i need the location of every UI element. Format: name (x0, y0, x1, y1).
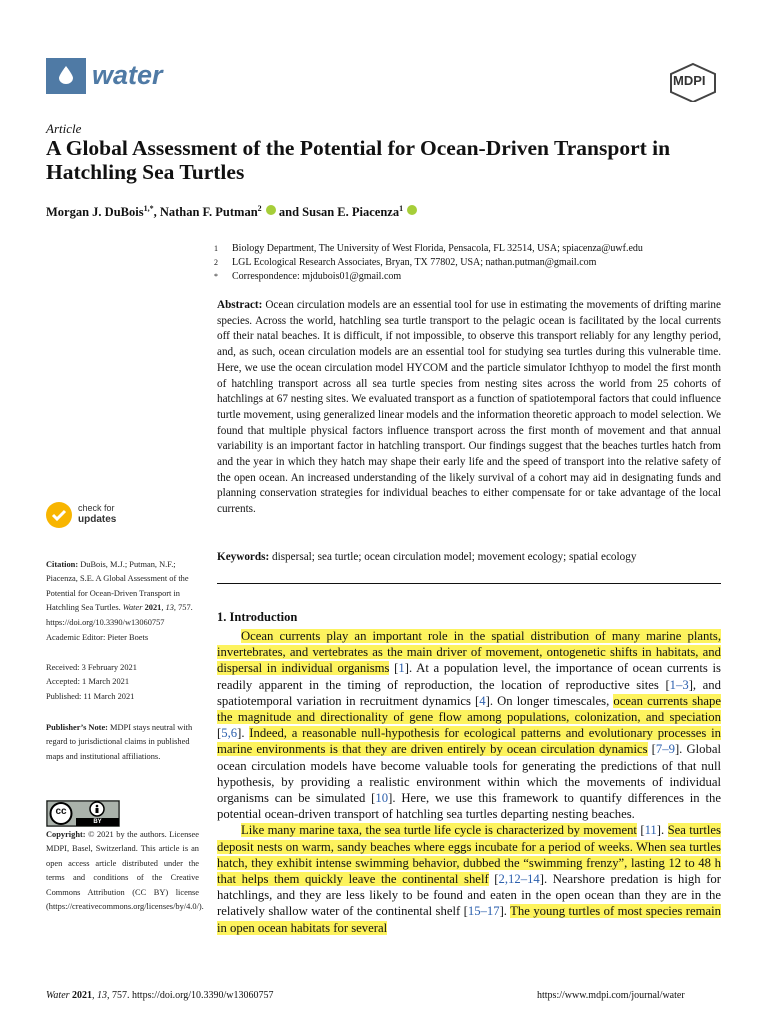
affiliation-item (214, 256, 714, 270)
affiliations (214, 242, 714, 284)
paragraph-text: [ (217, 726, 222, 741)
paragraph-2 (217, 822, 721, 935)
affiliation-text: Biology Department, The University of West Florida, Pensacola, FL 32514, USA; spiacenza@uwf.edu (232, 243, 643, 254)
publisher-note-label: Publisher’s Note: (46, 723, 108, 732)
author-list (46, 204, 417, 220)
affiliation-item (214, 242, 714, 256)
abstract-text: Ocean circulation models are an essential tool for use in estimating the movements of drifting marine species. Across the world, hatchling sea turtle transport to the pelagic ocean is facilitated by the local currents off their natal beaches. It is difficult, if not impossible, to observe this transport reliably for any lengthy period, and, as such, ocean circulation models are an essential tool for studying sea turtles during this vulnerable time. Here, we use the ocean circulation model HYCOM and the particle simulator Ichthyop to model the first month of hatchling transport across all sea turtle species from nesting sites across the world from 25 cohorts of hatchlings at 67 nesting sites. We evaluated transport as a function of spatiotemporal factors that could influence turtle movement, using generalized linear models and the information theoretic approach to model selection. We found that multiple physical factors influence transport across the first month of movement and that annual variability is an important factor in hatchling transport. Our findings suggest that the beaches turtles hatch from and the year in which they hatch may shape their early life and the speed of transport into the relative safety of the open ocean. An increased understanding of the likely survival of a cohort may aid in designating funds and planning conservation strategies for individual beaches to either compensate for or take advantage of the local currents. (217, 299, 721, 516)
citation-journal: Water (122, 603, 143, 613)
copyright-label: Copyright: (46, 830, 86, 839)
check-for-updates-button[interactable] (46, 502, 186, 532)
reference-link[interactable]: 15–17 (467, 904, 500, 919)
paragraph-text: ]. On longer timescales, (485, 693, 614, 708)
footer-citation (46, 990, 274, 1001)
copyright-notice (46, 828, 204, 914)
keywords-label: Keywords: (217, 551, 270, 563)
paragraph-text: ]. Global ocean circulation models have become valuable tools for generating the predictions of that null hypothesis, by providing a realistic environment within which the movements of individual organisms can be simulated [ (217, 742, 721, 806)
cc-by-label: BY (93, 819, 102, 825)
paragraph-text: [ (647, 742, 656, 757)
paragraph-text: ]. Nearshore predation is high for hatchlings, and they are less likely to be found and eaten in the open ocean than they are in the relatively shallow water of the continental shelf [ (217, 872, 721, 919)
cc-logo-text: cc (55, 806, 67, 817)
highlighted-text: Sea turtles deposit nests on warm, sandy beaches where eggs incubate for a period of weeks. When sea turtles hatch, they exhibit intense swimming behavior, dubbed the “swimming frenzy”, lasting 12 to 48 h that helps them quickly leave the continental shelf (217, 823, 721, 887)
abstract-label: Abstract: (217, 299, 263, 311)
affiliation-mark: 2 (214, 258, 218, 267)
author-2-affil: 2 (257, 204, 262, 213)
author-1-affil: 1,* (143, 204, 154, 213)
correspondence (214, 270, 714, 284)
paragraph-text: [ (488, 872, 499, 887)
highlighted-text: ocean currents shape the magnitude and directionality of gene flow among populations, colonization, and speciation (217, 693, 721, 725)
copyright-text: © 2021 by the authors. Licensee MDPI, Basel, Switzerland. This article is an open access article distributed under the terms and conditions of the Creative Commons Attribution (CC BY) license (https://creativecommons.org/licenses/by/4.0/). (46, 830, 204, 912)
abstract (217, 298, 721, 518)
author-2: , Nathan F. Putman (153, 205, 258, 220)
paragraph-text: [ (389, 661, 399, 676)
author-3: and Susan E. Piacenza (275, 205, 400, 220)
paragraph-text: ]. Here, we use this framework to quantify differences in the potential ocean-driven transport of hatchling sea turtles departing nesting beaches. (217, 791, 721, 822)
accepted-date: Accepted: 1 March 2021 (46, 677, 130, 687)
mdpi-logo-text: MDPI (673, 73, 706, 88)
article-type: Article (46, 121, 82, 136)
reference-link[interactable]: 2,12–14 (498, 872, 540, 887)
divider (217, 583, 721, 584)
citation-label: Citation: (46, 560, 79, 569)
citation-block (46, 558, 199, 630)
citation-year: 2021 (142, 603, 162, 613)
author-1: Morgan J. DuBois (46, 205, 144, 220)
publication-dates (46, 661, 199, 704)
keywords-text: dispersal; sea turtle; ocean circulation model; movement ecology; spatial ecology (269, 551, 637, 563)
cc-by-license-badge[interactable] (46, 800, 120, 827)
footer-journal: Water (46, 990, 70, 1001)
paragraph-text: ]. (499, 904, 511, 919)
author-3-affil: 1 (399, 204, 404, 213)
introduction-body (217, 628, 721, 936)
reference-link[interactable]: 10 (375, 791, 389, 806)
affiliation-mark: * (214, 272, 218, 281)
highlighted-text: The young turtles of most species remain in open ocean habitats for several (217, 904, 721, 935)
received-date: Received: 3 February 2021 (46, 663, 137, 672)
keywords (217, 550, 721, 565)
paragraph-text: ], and spatiotemporal variation in recruitment dynamics [ (217, 677, 721, 708)
paragraph-text: ]. (237, 726, 250, 741)
footer-volume: , 13 (92, 990, 108, 1001)
water-drop-icon (59, 66, 73, 84)
published-date: Published: 11 March 2021 (46, 691, 135, 701)
journal-name: water (92, 60, 163, 90)
check-for-updates-line2: updates (78, 514, 117, 525)
paragraph-text: [ (636, 823, 645, 838)
citation-text: DuBois, M.J.; Putman, N.F.; Piacenza, S.E. A Global Assessment of the Potential for Ocean-Driven Transport in Hatchling Sea Turtles. (46, 560, 189, 613)
citation-volume: , 13 (161, 603, 174, 613)
highlighted-text: Like many marine taxa, the sea turtle life cycle is characterized by movement (241, 823, 637, 838)
footer-year: 2021 (69, 990, 93, 1001)
publisher-note-text: MDPI stays neutral with regard to jurisdictional claims in published maps and institutional affiliations. (46, 723, 193, 761)
reference-link[interactable]: 1–3 (669, 677, 689, 692)
orcid-icon[interactable] (407, 205, 417, 215)
affiliation-text: LGL Ecological Research Associates, Bryan, TX 77802, USA; nathan.putman@gmail.com (232, 257, 597, 268)
highlighted-text: Indeed, a reasonable null-hypothesis for ecological patterns and evolutionary processes in marine environments is that they are driven entirely by ocean circulation dynamics (217, 726, 721, 757)
affiliation-mark: 1 (214, 244, 218, 253)
paragraph-text: ]. (656, 823, 668, 838)
reference-link[interactable]: 5,6 (221, 726, 238, 741)
reference-link[interactable]: 7–9 (655, 742, 675, 757)
reference-link[interactable]: 11 (644, 823, 657, 838)
orcid-icon[interactable] (266, 205, 276, 215)
citation-doi-link[interactable]: , 757. https://doi.org/10.3390/w13060757 (46, 603, 193, 627)
paragraph-1 (217, 628, 721, 822)
reference-link[interactable]: 1 (398, 661, 405, 676)
reference-link[interactable]: 4 (479, 693, 486, 708)
check-for-updates-line1: check for (78, 503, 115, 513)
footer-doi-link[interactable]: , 757. https://doi.org/10.3390/w13060757 (107, 990, 274, 1001)
correspondence-text: Correspondence: mjdubois01@gmail.com (232, 271, 402, 282)
paragraph-text: ]. At a population level, the importance of ocean currents is readily apparent in the timing of reproduction, the location of reproductive sites [ (217, 661, 721, 692)
section-heading: 1. Introduction (217, 610, 298, 624)
highlighted-text: Ocean currents play an important role in the spatial distribution of many marine plants, invertebrates, and vertebrates as the main driver of movement, ontogenetic shifts in habitats, and dispersal in individual organisms (217, 629, 721, 676)
article-title: A Global Assessment of the Potential for Ocean-Driven Transport in Hatchling Sea Turtles (46, 136, 671, 184)
academic-editor: Academic Editor: Pieter Boets (46, 633, 149, 642)
publisher-note (46, 721, 199, 764)
mdpi-logo (667, 62, 719, 102)
check-for-updates-icon (46, 502, 72, 528)
footer-journal-url[interactable]: https://www.mdpi.com/journal/water (537, 990, 685, 1001)
